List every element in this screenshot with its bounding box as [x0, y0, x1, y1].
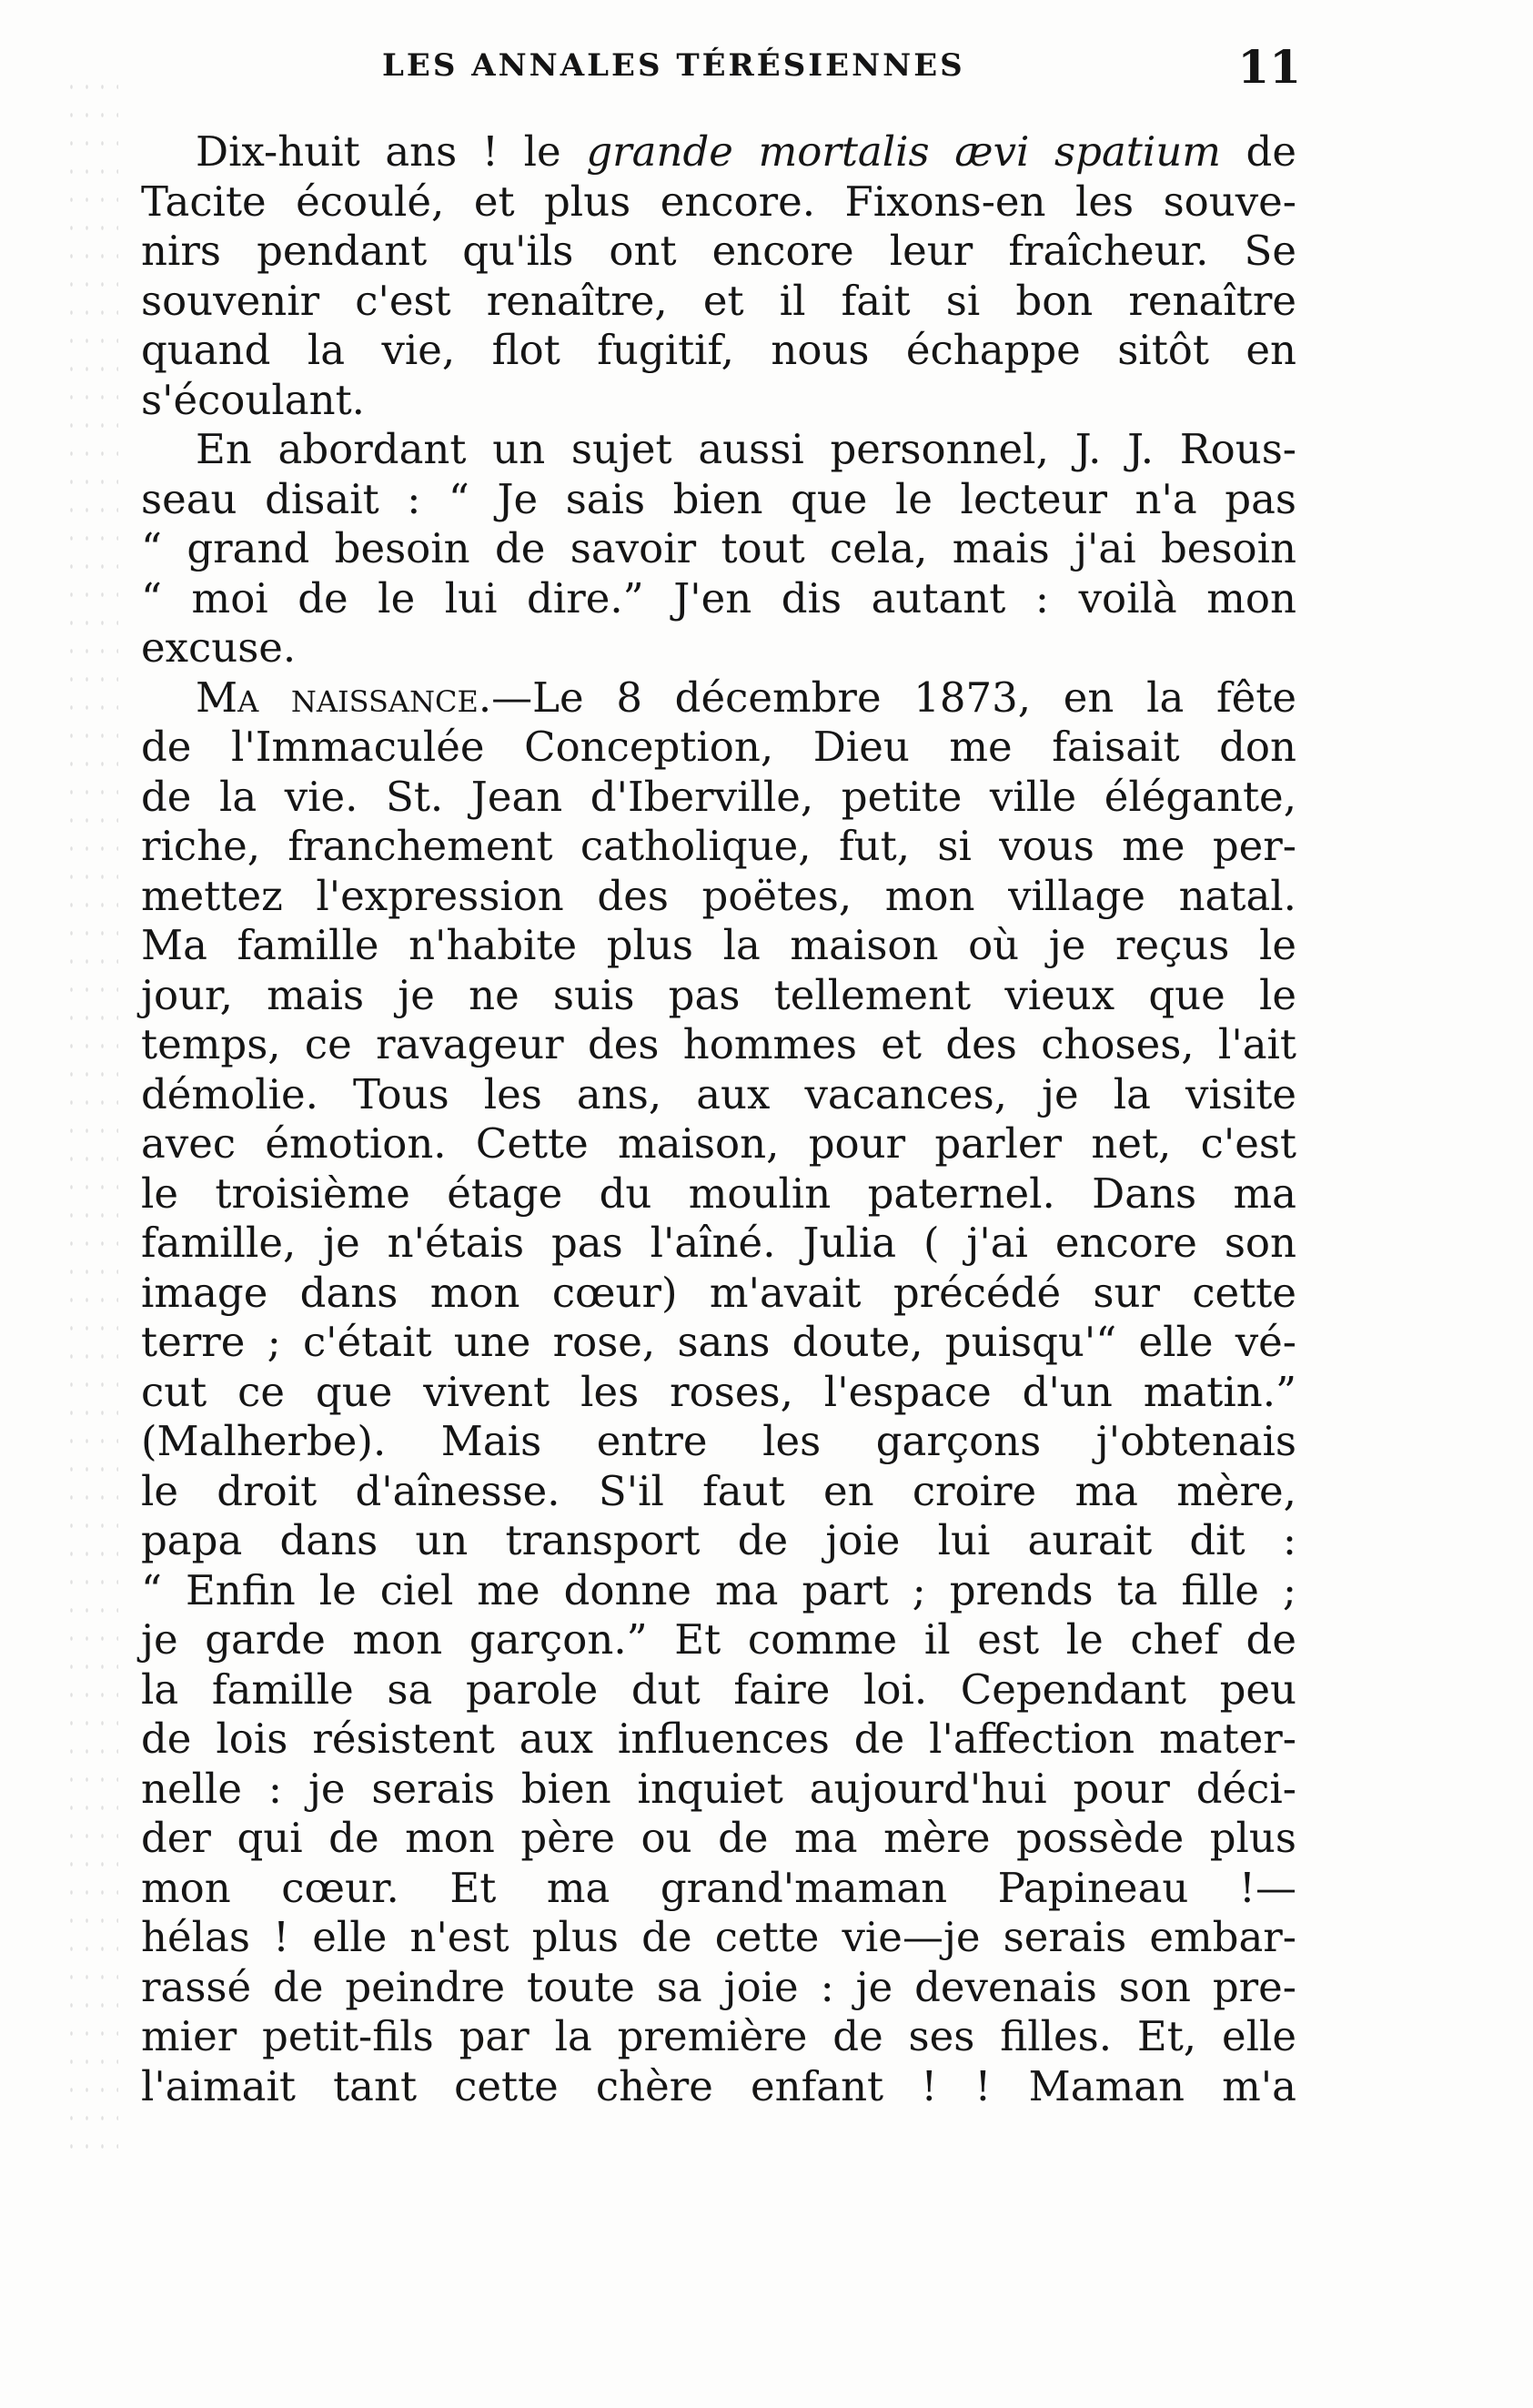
- text-segment: démolie. Tous les ans, aux vacances, je la visite: [141, 1069, 1296, 1118]
- text-line: [141, 1814, 1296, 1864]
- text-line: [141, 2012, 1296, 2062]
- text-line: [141, 1715, 1296, 1765]
- text-line: [141, 277, 1296, 327]
- text-segment: famille, je n'étais pas l'aîné. Julia ( j'ai encore son: [141, 1219, 1296, 1267]
- text-line: [141, 425, 1296, 475]
- text-segment: (Malherbe). Mais entre les garçons j'obtenais: [141, 1417, 1296, 1465]
- text-segment: souvenir c'est renaître, et il fait si bon renaître: [141, 276, 1296, 325]
- text-segment: mon cœur. Et ma grand'maman Papineau !—: [141, 1863, 1296, 1912]
- text-line: [141, 822, 1296, 872]
- text-segment: .—Le 8 décembre 1873, en la fête: [478, 673, 1296, 722]
- text-line: [141, 1070, 1296, 1120]
- text-line: [141, 773, 1296, 823]
- text-segment: quand la vie, flot fugitif, nous échappe sitôt en: [141, 326, 1296, 374]
- text-line: [141, 1864, 1296, 1914]
- text-line: [141, 1615, 1296, 1665]
- text-line: [141, 1119, 1296, 1169]
- text-line: [141, 1368, 1296, 1418]
- text-segment: nelle : je serais bien inquiet aujourd'hui pour déci-: [141, 1764, 1296, 1813]
- text-segment: temps, ce ravageur des hommes et des choses, l'ait: [141, 1020, 1296, 1068]
- text-segment: l'aimait tant cette chère enfant ! ! Maman m'a: [141, 2061, 1296, 2110]
- text-line: [141, 376, 1296, 426]
- text-segment: mettez l'expression des poëtes, mon village natal.: [141, 871, 1296, 920]
- text-line: [141, 1219, 1296, 1269]
- text-segment: s'écoulant.: [141, 375, 365, 424]
- text-segment: je garde mon garçon.” Et comme il est le chef de: [141, 1615, 1296, 1664]
- text-line: [141, 1417, 1296, 1467]
- text-segment: En abordant un sujet aussi personnel, J. J. Rous-: [196, 425, 1296, 473]
- text-segment: le droit d'aînesse. S'il faut en croire ma mère,: [141, 1466, 1296, 1515]
- text-segment: de: [1220, 127, 1296, 176]
- text-segment: Tacite écoulé, et plus encore. Fixons-en les souve-: [141, 177, 1296, 226]
- text-segment: de l'Immaculée Conception, Dieu me faisait don: [141, 723, 1296, 771]
- text-segment: papa dans un transport de joie lui aurait dit :: [141, 1516, 1296, 1564]
- text-line: [141, 872, 1296, 922]
- text-segment: riche, franchement catholique, fut, si vous me per-: [141, 822, 1296, 870]
- running-title: LES ANNALES TÉRÉSIENNES: [382, 47, 965, 84]
- text-line: [141, 127, 1296, 177]
- text-line: [141, 1318, 1296, 1368]
- text-line: [141, 177, 1296, 228]
- text-segment: avec émotion. Cette maison, pour parler net, c'est: [141, 1119, 1296, 1168]
- body-text: [141, 127, 1296, 2111]
- text-line: [141, 623, 1296, 673]
- page-gutter-specks: [64, 73, 118, 2166]
- text-line: [141, 1020, 1296, 1070]
- page-number: 11: [1237, 40, 1301, 94]
- text-segment: image dans mon cœur) m'avait précédé sur cette: [141, 1268, 1296, 1317]
- text-segment: le troisième étage du moulin paternel. Dans ma: [141, 1169, 1296, 1218]
- text-segment: terre ; c'était une rose, sans doute, puisqu'“ elle vé-: [141, 1318, 1296, 1366]
- text-line: [141, 326, 1296, 376]
- text-segment: la famille sa parole dut faire loi. Cependant peu: [141, 1664, 1296, 1714]
- text-line: [141, 921, 1296, 971]
- text-line: [141, 1765, 1296, 1815]
- text-segment: rassé de peindre toute sa joie : je devenais son pre-: [141, 1962, 1296, 2011]
- text-line: [141, 227, 1296, 277]
- text-segment: Ma famille n'habite plus la maison où je reçus le: [141, 921, 1296, 969]
- text-line: [141, 2062, 1296, 2112]
- text-segment: cut ce que vivent les roses, l'espace d'un matin.”: [141, 1367, 1296, 1416]
- text-line: [141, 971, 1296, 1021]
- text-line: [141, 723, 1296, 773]
- text-segment: de lois résistent aux influences de l'affection mater-: [141, 1715, 1296, 1763]
- text-line: [141, 1269, 1296, 1319]
- text-segment: seau disait : “ Je sais bien que le lecteur n'a pas: [141, 474, 1296, 523]
- text-segment: “ moi de le lui dire.” J'en dis autant : voilà mon: [141, 573, 1296, 622]
- text-line: [141, 475, 1296, 525]
- text-line: [141, 1566, 1296, 1616]
- text-segment: excuse.: [141, 623, 297, 672]
- text-line: [141, 574, 1296, 624]
- section-heading: Ma naissance: [196, 673, 479, 722]
- italic-phrase: grande mortalis ævi spatium: [586, 127, 1221, 176]
- text-line: [141, 1467, 1296, 1517]
- text-line: [141, 673, 1296, 723]
- text-segment: de la vie. St. Jean d'Iberville, petite ville élégante,: [141, 772, 1296, 821]
- text-line: [141, 1913, 1296, 1963]
- text-segment: mier petit-fils par la première de ses filles. Et, elle: [141, 2012, 1296, 2060]
- text-segment: nirs pendant qu'ils ont encore leur fraîcheur. Se: [141, 227, 1296, 275]
- text-segment: “ Enfin le ciel me donne ma part ; prends ta fille ;: [141, 1565, 1296, 1614]
- text-segment: der qui de mon père ou de ma mère possède plus: [141, 1814, 1296, 1862]
- text-line: [141, 1963, 1296, 2013]
- text-line: [141, 524, 1296, 574]
- text-segment: hélas ! elle n'est plus de cette vie—je serais embar-: [141, 1913, 1296, 1961]
- text-segment: jour, mais je ne suis pas tellement vieux que le: [141, 970, 1296, 1019]
- text-line: [141, 1665, 1296, 1715]
- text-segment: Dix-huit ans ! le: [196, 127, 587, 176]
- text-line: [141, 1169, 1296, 1219]
- text-line: [141, 1516, 1296, 1566]
- text-segment: “ grand besoin de savoir tout cela, mais j'ai besoin: [141, 524, 1296, 572]
